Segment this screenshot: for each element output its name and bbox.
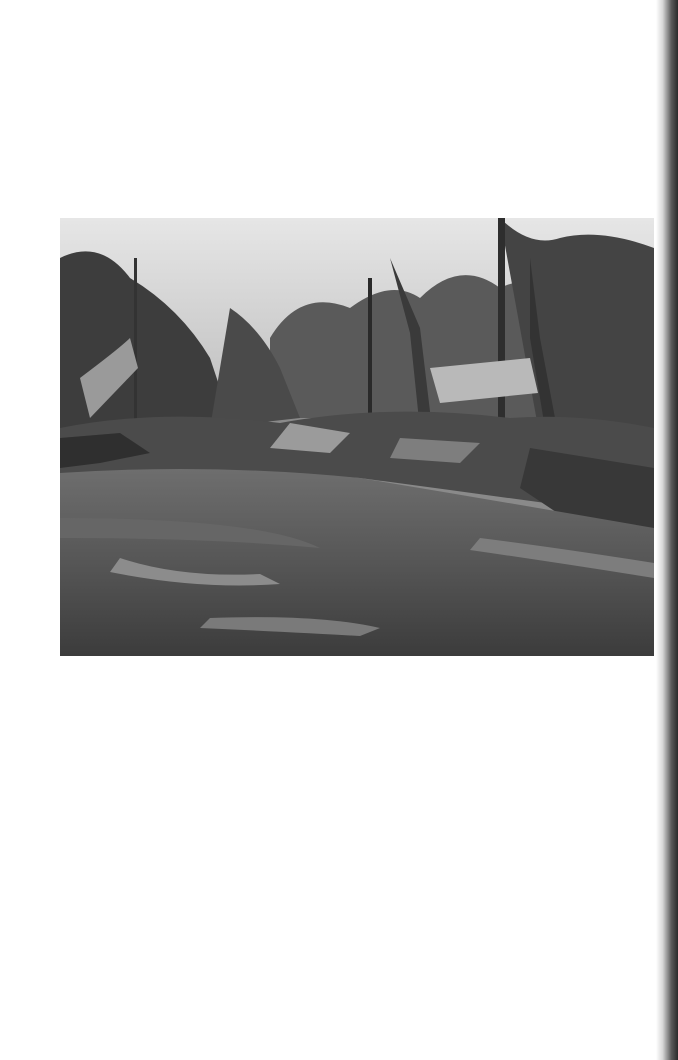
photo-image <box>60 218 654 656</box>
photo-post-camille <box>60 218 654 656</box>
page-edge-shadow <box>656 0 678 1060</box>
